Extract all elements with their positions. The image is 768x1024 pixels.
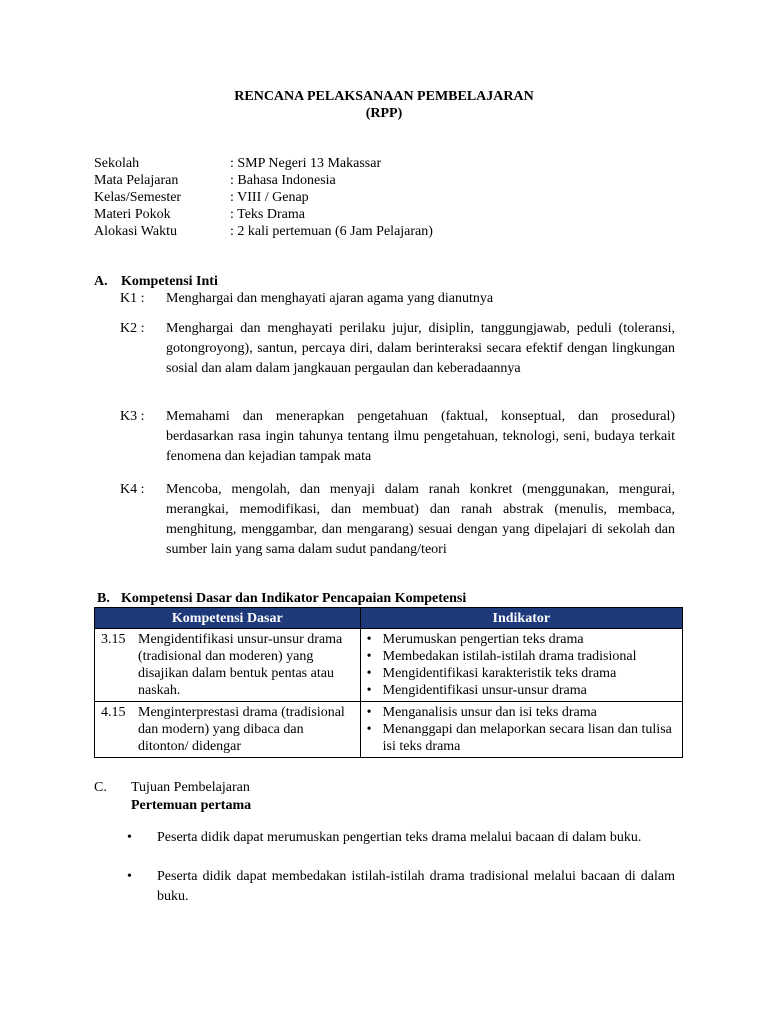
section-b-heading [97, 590, 466, 607]
table-header-row [95, 608, 683, 629]
indicator-text: Menganalisis unsur dan isi teks drama [382, 705, 597, 720]
indicator-item [367, 682, 678, 699]
indicator-item [367, 648, 678, 665]
section-title: Kompetensi Dasar dan Indikator Pencapaian Kompetensi [121, 591, 467, 606]
identity-label: Alokasi Waktu [94, 224, 177, 239]
indicator-item [367, 721, 678, 755]
ki-text: Menghargai dan menghayati ajaran agama yang dianutnya [166, 291, 494, 306]
indicator-cell [360, 629, 682, 702]
ki-code: K4 : [120, 482, 145, 497]
document-title: RENCANA PELAKSANAAN PEMBELAJARAN [234, 89, 534, 104]
bullet-icon: • [127, 830, 132, 845]
section-c-heading [94, 779, 250, 796]
column-header-indicator: Indikator [360, 608, 682, 629]
bullet-icon: • [366, 632, 372, 647]
ki-text: Mencoba, mengolah, dan menyaji dalam ranah konkret (menggunakan, mengurai, merangkai, memodifikasi, dan membuat) dan ranah abstrak (menulis, membaca, menghitung, menggambar, dan mengarang) sesuai dengan yang dipelajari di sekolah dan sumber lain yang sama dalam sudut pandang/teori [166, 482, 675, 557]
ki-item-4 [120, 480, 675, 560]
identity-row-school [94, 155, 433, 172]
meeting-heading: Pertemuan pertama [131, 798, 252, 813]
identity-label: Mata Pelajaran [94, 173, 179, 188]
identity-row-time [94, 223, 433, 240]
ki-item-1 [120, 289, 675, 309]
bullet-icon: • [366, 722, 372, 737]
table-row [95, 702, 683, 758]
kd-indicator-table [94, 607, 683, 758]
column-header-kd: Kompetensi Dasar [95, 608, 361, 629]
section-a-heading [94, 273, 218, 290]
identity-value: : Teks Drama [230, 207, 305, 222]
identity-value: : 2 kali pertemuan (6 Jam Pelajaran) [230, 224, 433, 239]
section-title: Tujuan Pembelajaran [131, 780, 250, 795]
identity-row-topic [94, 206, 433, 223]
indicator-item [367, 665, 678, 682]
identity-label: Materi Pokok [94, 207, 171, 222]
bullet-icon: • [366, 705, 372, 720]
indicator-text: Merumuskan pengertian teks drama [382, 632, 584, 647]
indicator-item [367, 704, 678, 721]
bullet-icon: • [127, 869, 132, 884]
section-letter: B. [97, 591, 110, 606]
ki-text: Memahami dan menerapkan pengetahuan (faktual, konseptual, dan prosedural) berdasarkan rasa ingin tahunya tentang ilmu pengetahuan, teknologi, seni, budaya terkait fenomena dan kejadian tampak mata [166, 409, 675, 464]
kd-cell [95, 629, 361, 702]
kd-number: 3.15 [101, 632, 126, 647]
indicator-cell [360, 702, 682, 758]
ki-code: K3 : [120, 409, 145, 424]
ki-code: K1 : [120, 291, 145, 306]
identity-label: Kelas/Semester [94, 190, 182, 205]
identity-label: Sekolah [94, 156, 140, 171]
identity-block [94, 155, 433, 240]
kd-text: Mengidentifikasi unsur-unsur drama (tradisional dan moderen) yang disajikan dalam bentuk pentas atau naskah. [138, 632, 343, 698]
table-row [95, 629, 683, 702]
ki-item-3 [120, 407, 675, 467]
objective-text: Peserta didik dapat membedakan istilah-istilah drama tradisional melalui bacaan di dalam buku. [157, 869, 675, 904]
kd-text: Menginterprestasi drama (tradisional dan modern) yang dibaca dan ditonton/ didengar [138, 705, 345, 754]
section-title: Kompetensi Inti [121, 274, 218, 289]
kd-number: 4.15 [101, 705, 126, 720]
identity-value: : VIII / Genap [230, 190, 309, 205]
indicator-text: Menanggapi dan melaporkan secara lisan dan tulisa isi teks drama [382, 722, 672, 754]
objective-text: Peserta didik dapat merumuskan pengertian teks drama melalui bacaan di dalam buku. [157, 830, 642, 845]
identity-value: : Bahasa Indonesia [230, 173, 336, 188]
document-subtitle: (RPP) [365, 106, 403, 121]
indicator-text: Mengidentifikasi karakteristik teks drama [382, 666, 617, 681]
ki-item-2 [120, 319, 675, 379]
section-letter: C. [94, 780, 107, 795]
list-item [127, 828, 675, 848]
bullet-icon: • [366, 649, 372, 664]
ki-code: K2 : [120, 321, 145, 336]
section-letter: A. [94, 274, 108, 289]
indicator-item [367, 631, 678, 648]
identity-row-subject [94, 172, 433, 189]
indicator-text: Mengidentifikasi unsur-unsur drama [382, 683, 587, 698]
kd-cell [95, 702, 361, 758]
identity-row-class [94, 189, 433, 206]
bullet-icon: • [366, 683, 372, 698]
bullet-icon: • [366, 666, 372, 681]
ki-text: Menghargai dan menghayati perilaku jujur, disiplin, tanggungjawab, peduli (toleransi, gotongroyong), santun, percaya diri, dalam berinteraksi secara efektif dengan lingkungan sosial dan alam dalam jangkauan pergaulan dan keberadaannya [166, 321, 675, 376]
identity-value: : SMP Negeri 13 Makassar [230, 156, 382, 171]
indicator-text: Membedakan istilah-istilah drama tradisional [382, 649, 637, 664]
list-item [127, 867, 675, 907]
